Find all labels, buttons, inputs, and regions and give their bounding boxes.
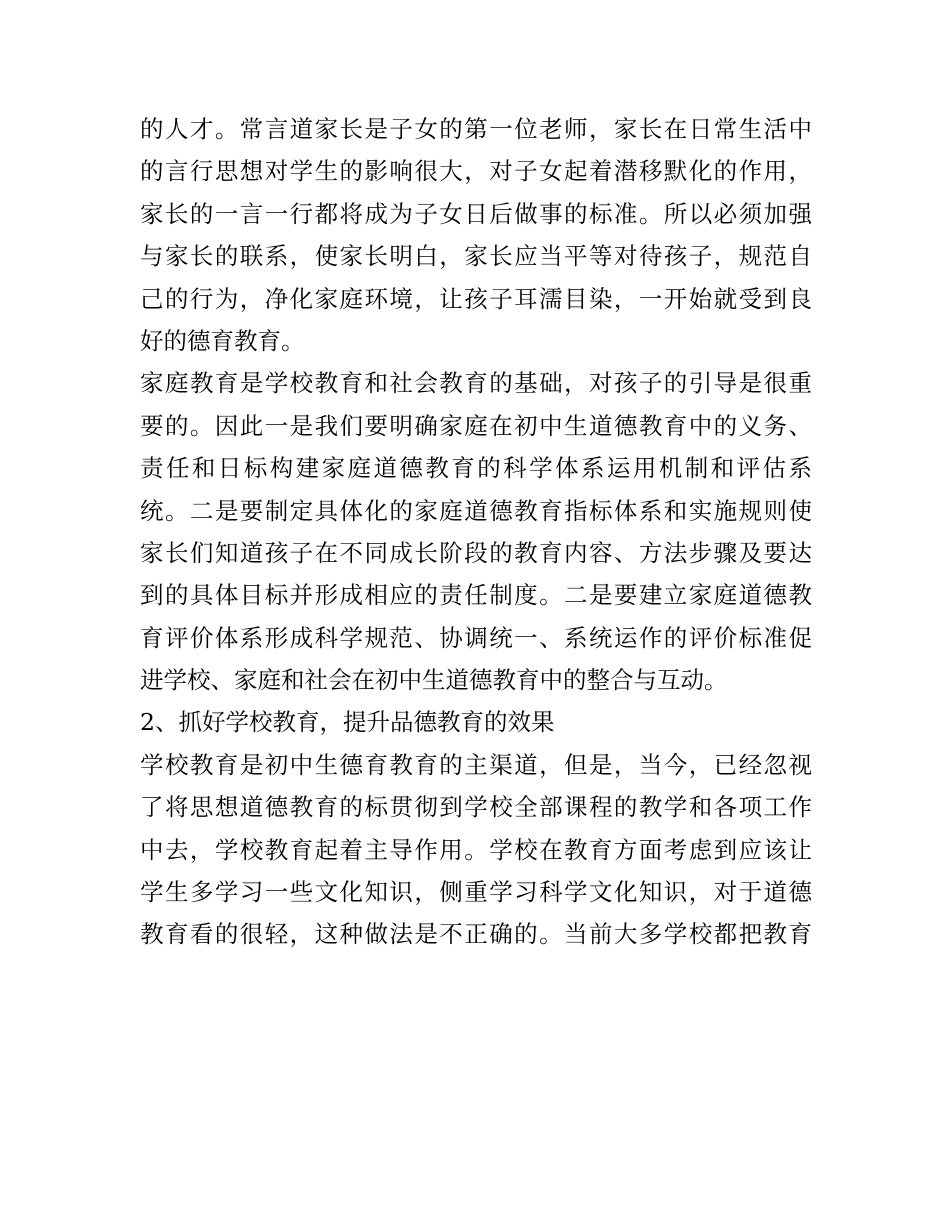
text-line: 家长们知道孩子在不同成长阶段的教育内容、方法步骤及要达 [140, 538, 812, 567]
text-line: 与家长的联系，使家长明白，家长应当平等对待孩子，规范自 [140, 242, 812, 271]
text-line: 要的。因此一是我们要明确家庭在初中生道德教育中的义务、 [140, 411, 812, 440]
text-line: 的人才。常言道家长是子女的第一位老师，家长在日常生活中 [140, 115, 812, 143]
text-line: 好的德育教育。 [140, 326, 305, 355]
text-line: 教育看的很轻，这种做法是不正确的。当前大多学校都把教育 [140, 920, 812, 949]
text-line: 进学校、家庭和社会在初中生道德教育中的整合与互动。 [140, 666, 728, 695]
text-line: 了将思想道德教育的标贯彻到学校全部课程的教学和各项工作 [140, 793, 812, 822]
text-line: 学校教育是初中生德育教育的主渠道，但是，当今，已经忽视 [140, 750, 812, 779]
text-line: 育评价体系形成科学规范、协调统一、系统运作的评价标准促 [140, 623, 812, 652]
text-line: 统。二是要制定具体化的家庭道德教育指标体系和实施规则使 [140, 496, 812, 525]
text-line: 家庭教育是学校教育和社会教育的基础，对孩子的引导是很重 [140, 369, 812, 398]
text-line: 中去，学校教育起着主导作用。学校在教育方面考虑到应该让 [140, 835, 812, 864]
section-heading: 2、抓好学校教育，提升品德教育的效果 [140, 708, 555, 737]
text-line: 的言行思想对学生的影响很大，对子女起着潜移默化的作用， [140, 157, 812, 186]
text-line: 到的具体目标并形成相应的责任制度。二是要建立家庭道德教 [140, 581, 812, 610]
text-line: 学生多学习一些文化知识，侧重学习科学文化知识，对于道德 [140, 878, 812, 907]
document-body [140, 108, 812, 956]
text-line: 家长的一言一行都将成为子女日后做事的标准。所以必须加强 [140, 199, 812, 228]
text-line: 责任和日标构建家庭道德教育的科学体系运用机制和评估系 [140, 454, 812, 483]
text-line: 己的行为，净化家庭环境，让孩子耳濡目染，一开始就受到良 [140, 284, 812, 313]
